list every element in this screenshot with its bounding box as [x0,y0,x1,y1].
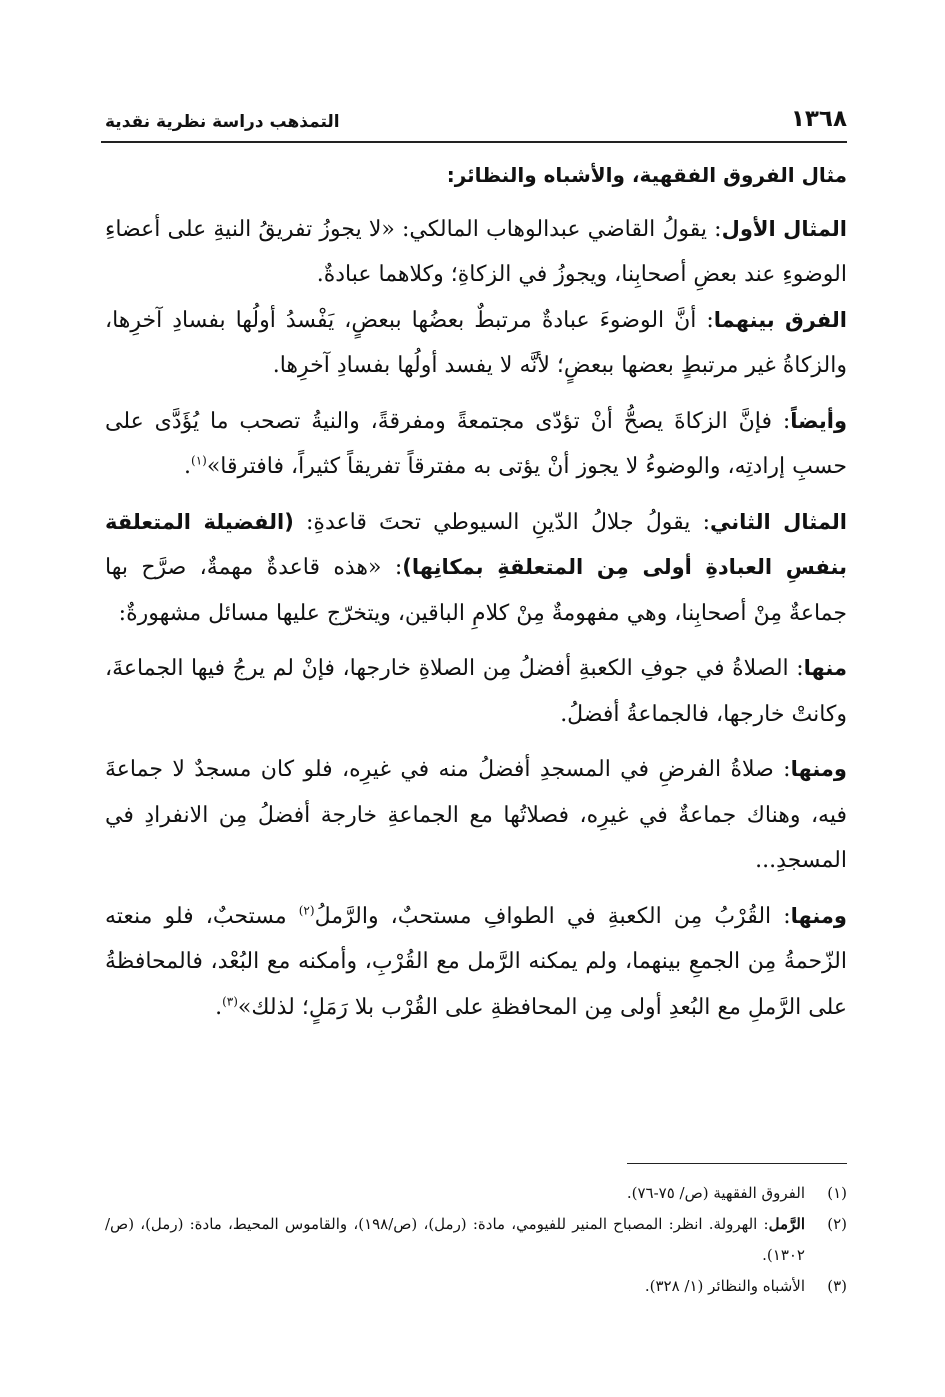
rule-title: (الفضيلة المتعلقة بنفسِ العبادةِ أولى مِن المتعلقةِ بمكانِها) [105,509,847,579]
footnote-text: الأشباه والنظائر (١/ ٣٢٨). [644,1277,805,1295]
footnote-item [105,1178,847,1209]
paragraph-lead: المثال الأول [721,216,848,241]
paragraph-text: : أنَّ الوضوءَ عبادةٌ مرتبطٌ بعضُها ببعضٍ، يَفْسدُ أولُها بفسادِ آخرِها، والزكاةُ غير مرتبطٍ بعضها ببعضٍ؛ لأنَّه لا يفسد أولُها بفسادِ آخرِها. [105,307,847,378]
paragraph-lead: المثال الثاني [710,509,847,534]
footnote-number: (٣) [827,1277,847,1295]
main-text [105,153,847,1040]
footnote-ref[interactable]: (٢) [298,903,315,918]
section-heading: مثال الفروق الفقهية، والأشباه والنظائر: [446,163,847,187]
footnote-term: الرَّمل [768,1215,805,1233]
page-number: ١٣٦٨ [790,106,847,132]
running-header [105,92,847,132]
paragraph-lead: منها [803,656,847,680]
header-divider [101,141,847,143]
footnote-item [105,1271,847,1302]
paragraph-text: مستحبٌ، فلو منعته الزّحمةُ مِن الجمعِ بينهما، ولم يمكنه الرَّمل مع القُرْبِ، وأمكنه مع البُعْد، فالمحافظةُ على الرَّملِ مع البُعدِ أولى مِن المحافظةِ على القُرْب بلا رَمَلٍ؛ لذلك» [105,903,847,1020]
paragraph-end: . [215,994,223,1020]
paragraph-text: : فإنَّ الزكاةَ يصحُّ أنْ تؤدّى مجتمعةً ومفرقةً، والنيةُ تصحب ما يُؤَدَّى على حسبِ إرادتِه، والوضوءُ لا يجوز أنْ يؤتى به مفترقاً تفريقاً كثيراً، فافترقا» [105,408,847,479]
footnote-text [105,1209,805,1271]
paragraph-text: : يقولُ القاضي عبدالوهاب المالكي: «لا يجوزُ تفريقُ النيةِ على أعضاءِ الوضوءِ عند بعضِ أصحابِنا، ويجوزُ في الزكاةِ؛ وكلاهما عبادةٌ. [105,216,847,287]
book-page [105,0,847,1397]
paragraph-lead: ومنها [790,757,847,781]
paragraph-text: : القُرْبُ مِن الكعبةِ في الطوافِ مستحبٌ، والرَّملُ [314,903,791,929]
paragraph-lead: الفرق بينهما [713,307,847,332]
footnote-text: الفروق الفقهية (ص/ ٧٥-٧٦). [626,1184,805,1202]
footnote-number: (١) [827,1184,847,1202]
footnote-body: : الهرولة. انظر: المصباح المنير للفيومي، مادة: (رمل)، (ص/١٩٨)، والقاموس المحيط، مادة: (رمل)، (ص/١٣٠٢). [105,1215,805,1264]
paragraph-end: : «هذه قاعدةٌ مهمةٌ، صرَّح بها جماعةٌ مِنْ أصحابِنا، وهي مفهومةٌ مِنْ كلامِ الباقين، ويتخرّج عليها مسائل مشهورةٌ: [105,555,847,626]
paragraph-also [105,399,847,490]
paragraph-lead: ومنها [790,903,847,928]
paragraph-text: : صلاةُ الفرضِ في المسجدِ أفضلُ منه في غيرِه، فلو كان مسجدٌ لا جماعةَ فيه، وهناك جماعةٌ في غيرِه، فصلاتُها مع الجماعةِ خارجة أفضلُ مِن الانفرادِ في المسجدِ... [105,757,847,873]
footnote-number: (٢) [827,1215,847,1233]
footnote-item [105,1209,847,1271]
paragraph-issue-3 [105,894,847,1031]
paragraph-second-example [105,500,847,637]
paragraph-end: . [184,454,191,479]
paragraph-text: : الصلاةُ في جوفِ الكعبةِ أفضلُ مِن الصلاةِ خارجها، فإنْ لم يرجُ فيها الجماعةَ، وكانتْ خارجها، فالجماعةُ أفضلُ. [105,656,847,727]
footnote-ref[interactable]: (١) [191,453,207,468]
paragraph-text: : يقولُ جلالُ الدّينِ السيوطي تحتَ قاعدةِ: [293,509,710,535]
footnotes [105,1178,847,1302]
paragraph-first-example [105,207,847,389]
footnote-ref[interactable]: (٣) [222,994,238,1009]
running-title: التمذهب دراسة نظرية نقدية [105,112,340,132]
footnotes-divider [627,1163,847,1164]
paragraph-issue-2 [105,747,847,884]
paragraph-issue-1 [105,646,847,737]
paragraph-lead: وأيضاً [790,408,847,433]
